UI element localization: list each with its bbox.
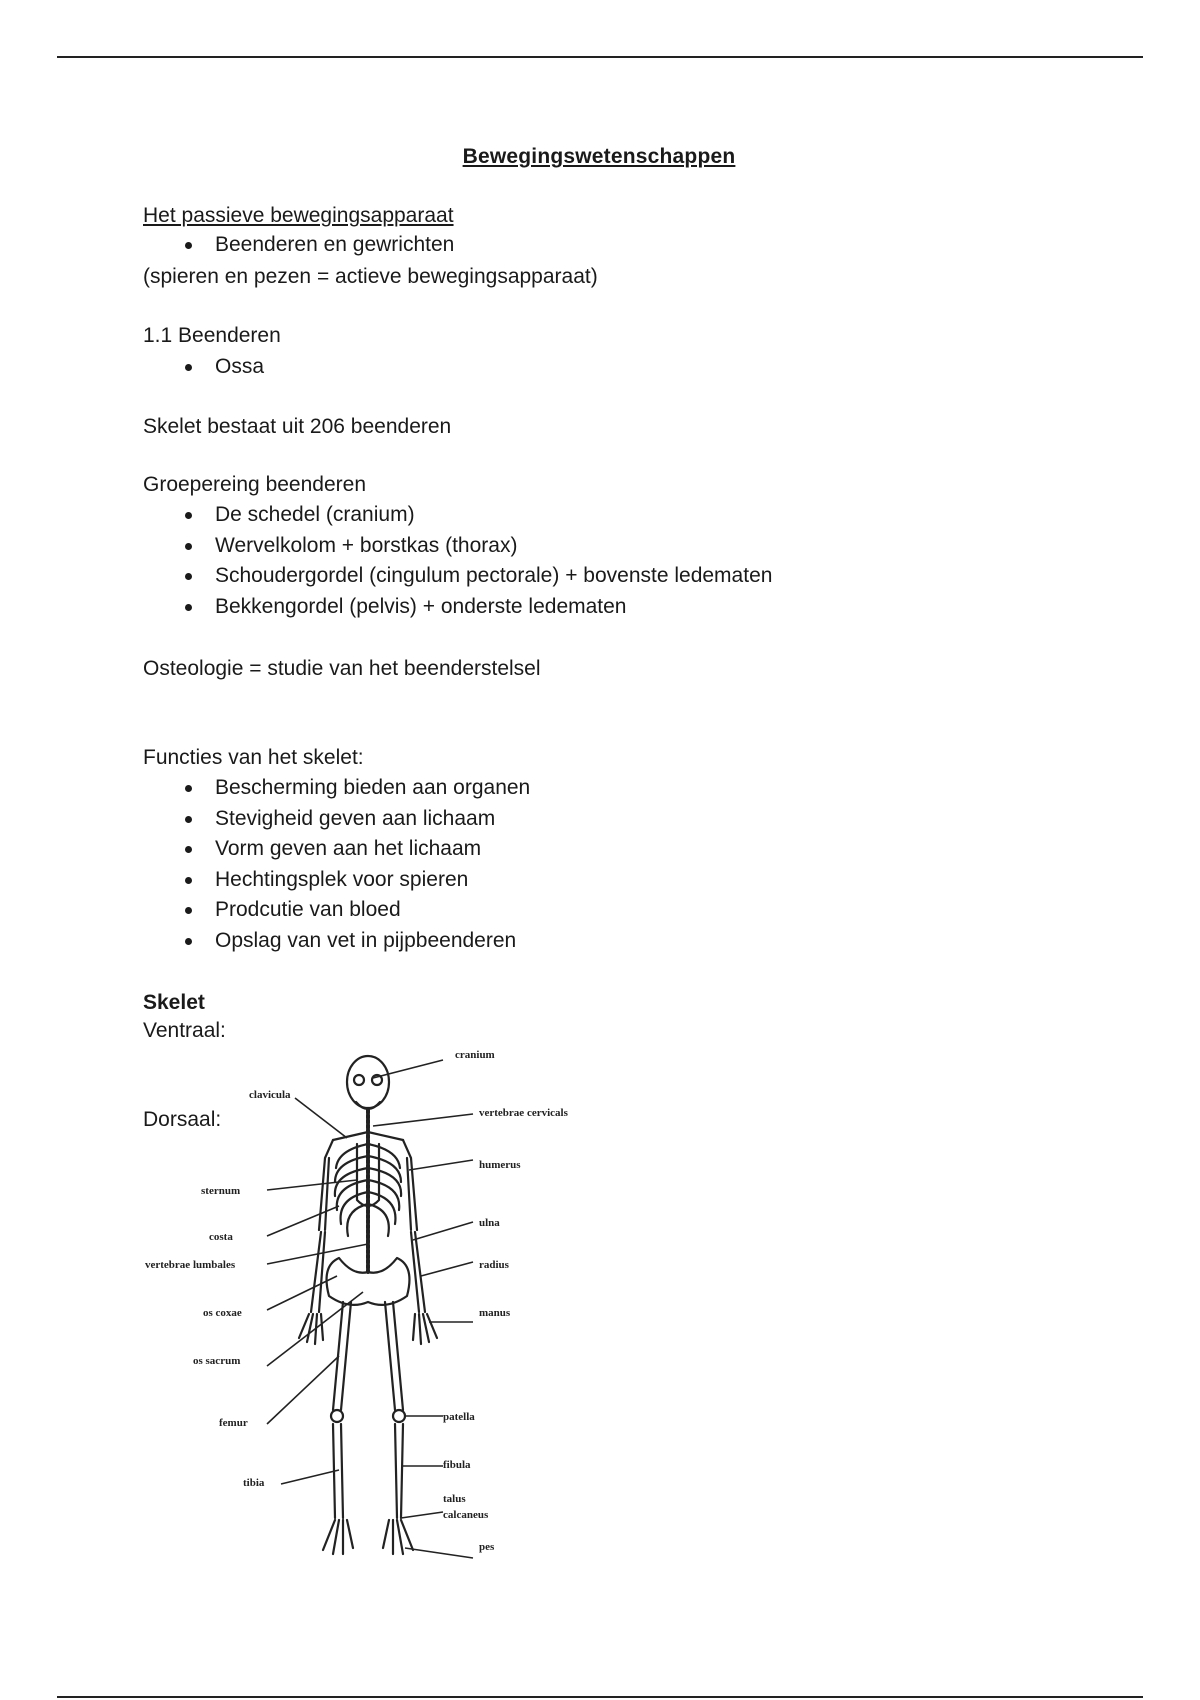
list-item: Stevigheid geven aan lichaam	[143, 804, 530, 835]
page-title: Bewegingswetenschappen	[462, 145, 736, 168]
footer-rule	[57, 1696, 1143, 1698]
label-talus: talus	[443, 1493, 466, 1505]
skeleton-illustration	[299, 1056, 437, 1554]
list-item: Bekkengordel (pelvis) + onderste ledematen	[143, 592, 772, 623]
section-heading-passive: Het passieve bewegingsapparaat	[143, 204, 454, 227]
ventral-label: Ventraal:	[143, 1019, 226, 1042]
label-cranium: cranium	[455, 1049, 495, 1061]
list-item: Hechtingsplek voor spieren	[143, 865, 530, 896]
functions-bullet-list	[143, 773, 530, 956]
grouping-bullet-list	[143, 500, 772, 622]
humerus-left-shape	[319, 1140, 333, 1230]
list-item: Wervelkolom + borstkas (thorax)	[143, 531, 772, 562]
foot-left-shape	[323, 1520, 353, 1554]
bones-bullet-list	[143, 352, 264, 383]
leader-lines	[267, 1060, 473, 1558]
header-rule	[57, 56, 1143, 58]
femur-right-shape	[385, 1302, 403, 1410]
passive-bullet-list	[143, 230, 454, 261]
passive-note: (spieren en pezen = actieve bewegingsapparaat)	[143, 265, 598, 288]
skeleton-diagram	[143, 1040, 593, 1570]
section-heading-grouping: Groepereing beenderen	[143, 473, 367, 496]
list-item: Beenderen en gewrichten	[143, 230, 454, 261]
label-os-coxae: os coxae	[203, 1307, 242, 1319]
label-radius: radius	[479, 1259, 509, 1271]
section-heading-functions: Functies van het skelet:	[143, 746, 364, 769]
patella-right-shape	[393, 1410, 405, 1422]
dorsal-label: Dorsaal:	[143, 1108, 222, 1131]
osteology-definition: Osteologie = studie van het beenderstelsel	[143, 657, 541, 680]
jaw-shape	[356, 1102, 380, 1109]
label-sternum: sternum	[201, 1185, 241, 1197]
label-costa: costa	[209, 1231, 233, 1243]
list-item: Bescherming bieden aan organen	[143, 773, 530, 804]
label-os-sacrum: os sacrum	[193, 1355, 241, 1367]
list-item: Vorm geven aan het lichaam	[143, 834, 530, 865]
label-femur: femur	[219, 1417, 248, 1429]
label-vertebrae-cervicales: vertebrae cervicals	[479, 1107, 568, 1119]
hand-right-shape	[413, 1314, 437, 1344]
forearm-right-shape	[411, 1232, 425, 1312]
list-item: Opslag van vet in pijpbeenderen	[143, 926, 530, 957]
label-patella: patella	[443, 1411, 475, 1423]
eye-socket-left	[354, 1075, 364, 1085]
section-heading-skelet: Skelet	[143, 991, 205, 1014]
list-item: Prodcutie van bloed	[143, 895, 530, 926]
skeleton-figure	[143, 1040, 593, 1570]
label-vertebrae-lumbales: vertebrae lumbales	[145, 1259, 236, 1271]
label-tibia: tibia	[243, 1477, 265, 1489]
list-item: Ossa	[143, 352, 264, 383]
label-manus: manus	[479, 1307, 511, 1319]
label-ulna: ulna	[479, 1217, 500, 1229]
humerus-right-shape	[403, 1140, 417, 1230]
list-item: Schoudergordel (cingulum pectorale) + bovenste ledematen	[143, 561, 772, 592]
label-fibula: fibula	[443, 1459, 471, 1471]
patella-left-shape	[331, 1410, 343, 1422]
femur-left-shape	[333, 1302, 351, 1410]
label-clavicula: clavicula	[249, 1089, 291, 1101]
label-humerus: humerus	[479, 1159, 521, 1171]
forearm-left-shape	[311, 1232, 325, 1312]
skeleton-count-text: Skelet bestaat uit 206 beenderen	[143, 415, 452, 438]
list-item: De schedel (cranium)	[143, 500, 772, 531]
tibia-right-shape	[395, 1424, 403, 1518]
label-calcaneus: calcaneus	[443, 1509, 489, 1521]
label-pes: pes	[479, 1541, 495, 1553]
section-heading-bones: 1.1 Beenderen	[143, 324, 281, 347]
